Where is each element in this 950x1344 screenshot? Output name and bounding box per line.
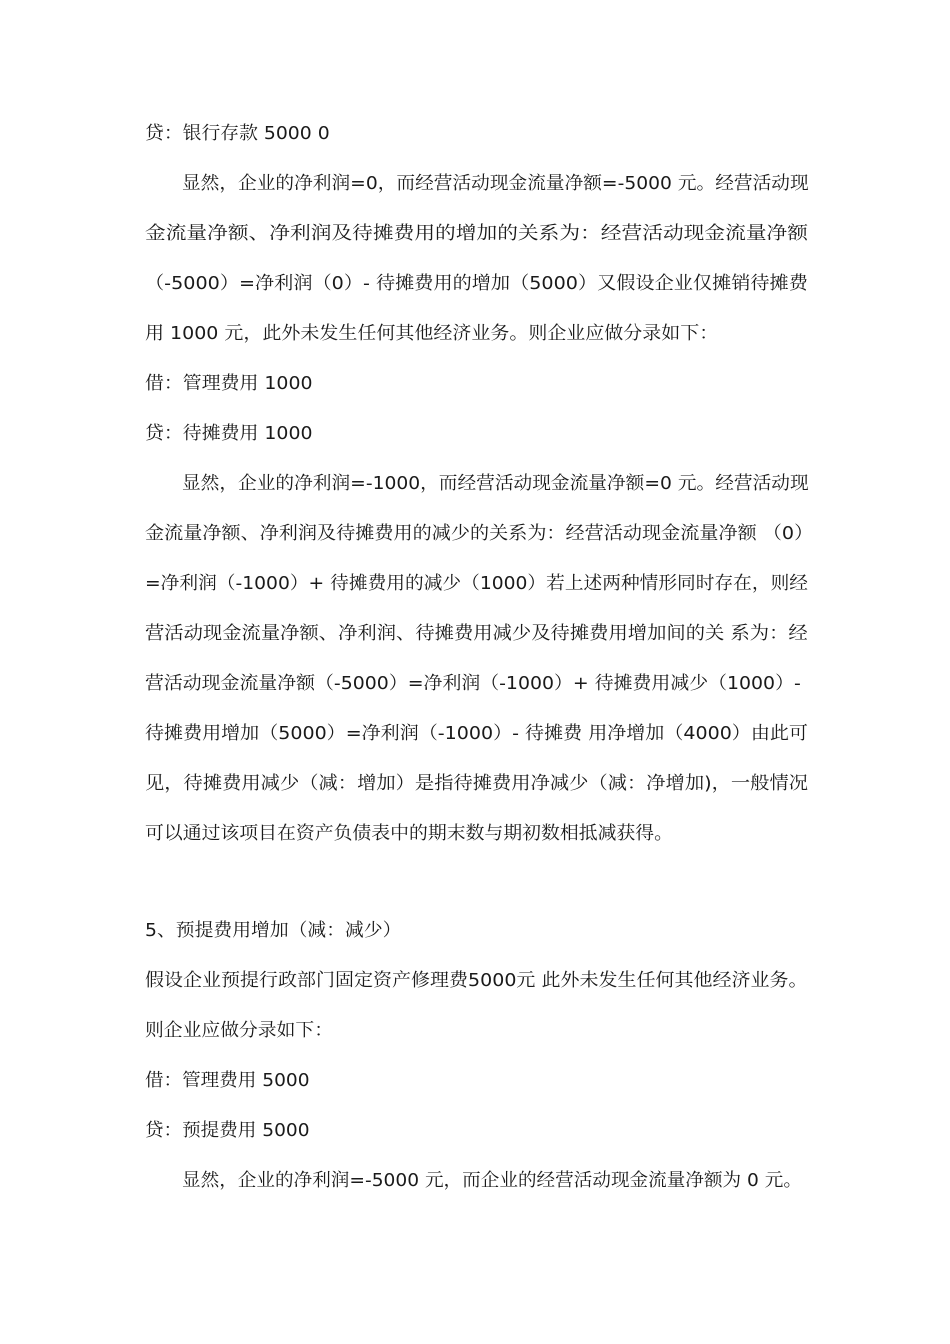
section-heading: 5、预提费用增加（减：减少）	[145, 920, 402, 941]
paragraph-line: 见，待摊费用减少（减：增加）是指待摊费用净减少（减：净增加)，一般情况	[145, 773, 809, 794]
paragraph-line: 营活动现金流量净额、净利润、待摊费用减少及待摊费用增加间的关 系为：经	[145, 623, 808, 644]
paragraph-line: 借：管理费用 1000	[145, 373, 313, 394]
paragraph-line: =净利润（-1000）+ 待摊费用的减少（1000）若上述两种情形同时存在，则经	[145, 573, 808, 594]
paragraph-line: 营活动现金流量净额（-5000）=净利润（-1000）+ 待摊费用减少（1000）-	[145, 673, 801, 694]
paragraph-line: 用 1000 元，此外未发生任何其他经济业务。则企业应做分录如下：	[145, 323, 719, 344]
paragraph-line: 假设企业预提行政部门固定资产修理费5000元 此外未发生任何其他经济业务。	[145, 970, 808, 991]
paragraph-line: 金流量净额、净利润及待摊费用的增加的关系为：经营活动现金流量净额	[145, 223, 808, 244]
paragraph-line: 待摊费用增加（5000）=净利润（-1000）- 待摊费 用净增加（4000）由此可	[145, 723, 808, 744]
paragraph-line: 可以通过该项目在资产负债表中的期末数与期初数相抵减获得。	[145, 823, 673, 844]
paragraph-line: 显然，企业的净利润=-5000 元，而企业的经营活动现金流量净额为 0 元。	[182, 1170, 802, 1191]
paragraph-line: 显然，企业的净利润=-1000，而经营活动现金流量净额=0 元。经营活动现	[182, 473, 809, 494]
paragraph-line: （-5000）=净利润（0）- 待摊费用的增加（5000）又假设企业仅摊销待摊费	[145, 273, 808, 294]
paragraph-line: 贷：预提费用 5000	[145, 1120, 310, 1141]
paragraph-line: 则企业应做分录如下：	[145, 1020, 333, 1041]
paragraph-line: 贷：待摊费用 1000	[145, 423, 313, 444]
paragraph-line: 借：管理费用 5000	[145, 1070, 310, 1091]
paragraph-line: 金流量净额、净利润及待摊费用的减少的关系为：经营活动现金流量净额 （0）	[145, 523, 814, 544]
paragraph-line: 贷：银行存款 5000 0	[145, 123, 330, 144]
paragraph-line: 显然，企业的净利润=0，而经营活动现金流量净额=-5000 元。经营活动现	[182, 173, 809, 194]
